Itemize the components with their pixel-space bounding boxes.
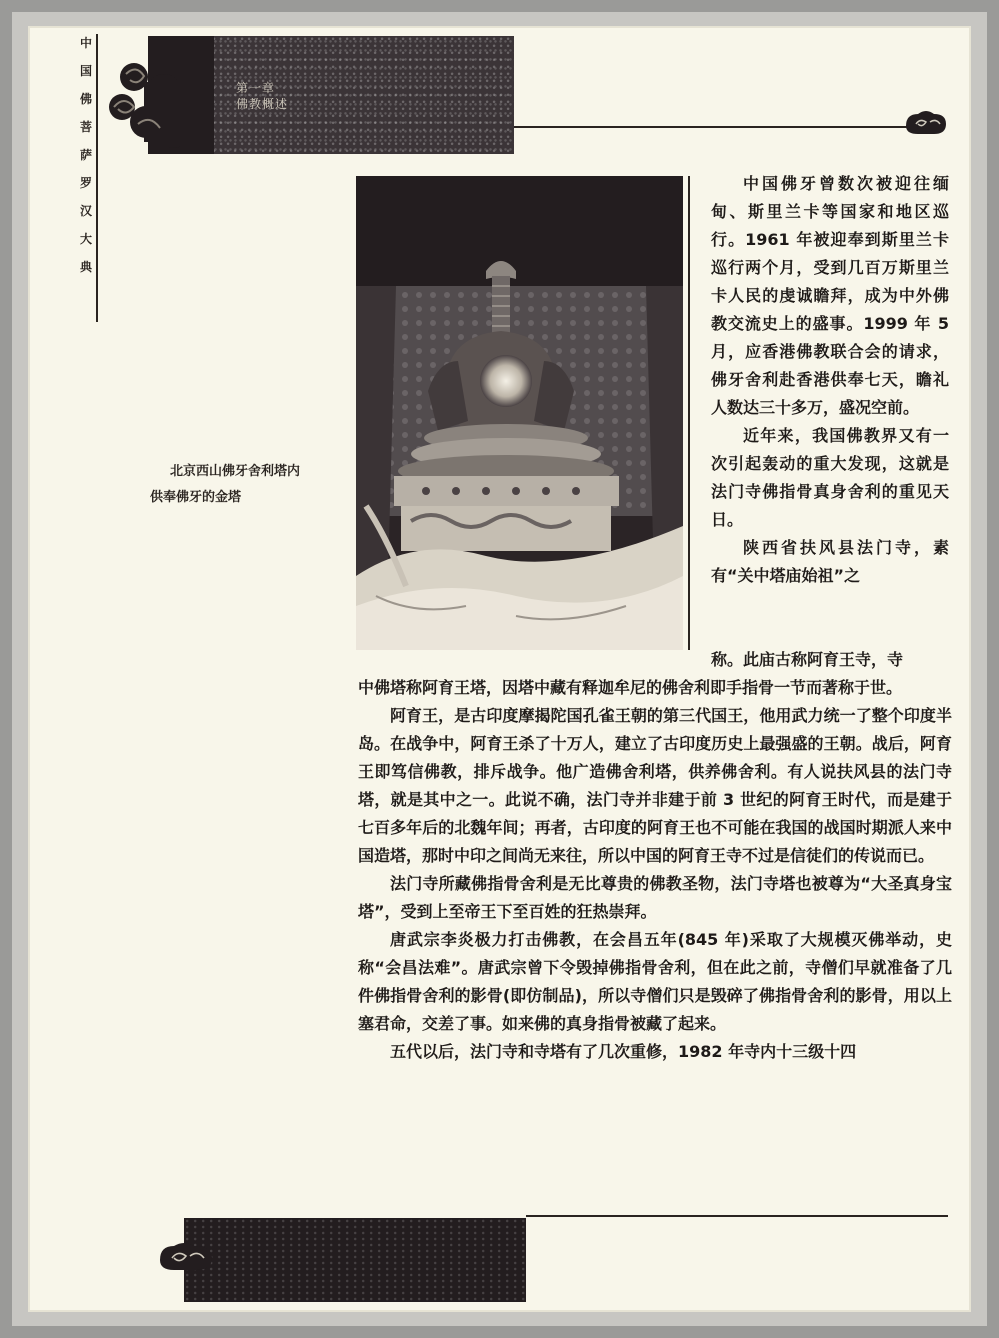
- header-rule: [514, 126, 910, 128]
- chapter-number: 第一章: [236, 81, 276, 95]
- paragraph: 唐武宗李炎极力打击佛教，在会昌五年(845 年)采取了大规模灭佛举动，史称“会昌法难”。唐武宗曾下令毁掉佛指骨舍利，但在此之前，寺僧们早就准备了几件佛指骨舍利的影骨(即仿制品)，所以寺僧们只是毁碎了佛指骨舍利的影骨，用以上塞君命，交差了事。如来佛的真身指骨被藏了起来。: [358, 930, 952, 1033]
- series-rule: [96, 34, 98, 322]
- series-char: 罗: [79, 176, 92, 190]
- paragraph: 法门寺所藏佛指骨舍利是无比尊贵的佛教圣物，法门寺塔也被尊为“大圣真身宝塔”，受到上至帝王下至百姓的狂热崇拜。: [358, 874, 952, 921]
- series-char: 菩: [79, 120, 92, 134]
- paragraph: 中佛塔称阿育王塔，因塔中藏有释迦牟尼的佛舍利即手指骨一节而著称于世。: [358, 678, 903, 697]
- series-char: 中: [79, 36, 92, 50]
- series-title: [76, 34, 96, 275]
- photo-rule: [688, 176, 690, 650]
- paragraph: 阿育王，是古印度摩揭陀国孔雀王朝的第三代国王，他用武力统一了整个印度半岛。在战争中，阿育王杀了十万人，建立了古印度历史上最强盛的王朝。战后，阿育王即笃信佛教，排斥战争。他广造佛舍利塔，供养佛舍利。有人说扶风县的法门寺塔，就是其中之一。此说不确，法门寺并非建于前 3 世纪的阿育王时代，而是建于七百多年后的北魏年间；再者，古印度的阿育王也不可能在我国的战国时期派人来中国造塔，那时中印之间尚无来往，所以中国的阿育王寺不过是信徒们的传说而已。: [358, 706, 952, 865]
- cloud-ornament-icon: [104, 52, 214, 152]
- series-char: 汉: [79, 204, 92, 218]
- footer-banner: [184, 1218, 526, 1302]
- series-char: 大: [79, 232, 92, 246]
- side-column-tail: 称。此庙古称阿育王寺，寺: [711, 650, 904, 669]
- series-char: 国: [79, 64, 92, 78]
- paragraph: 陕西省扶风县法门寺，素有“关中塔庙始祖”之: [711, 538, 949, 585]
- paragraph: 五代以后，法门寺和寺塔有了几次重修，1982 年寺内十三级十四: [390, 1042, 857, 1061]
- series-char: 佛: [79, 92, 92, 106]
- body-text: [358, 674, 952, 1066]
- paragraph: 中国佛牙曾数次被迎往缅甸、斯里兰卡等国家和地区巡行。1961 年被迎奉到斯里兰卡巡行两个月，受到几百万斯里兰卡人民的虔诚瞻拜，成为中外佛教交流史上的盛事。1999 年 5 月，应香港佛教联合会的请求，佛牙舍利赴香港供奉七天，瞻礼人数达三十多万，盛况空前。: [711, 174, 949, 417]
- cloud-swirl-icon: [156, 1240, 216, 1272]
- caption-line: 北京西山佛牙舍利塔内: [170, 464, 301, 479]
- stupa-photo: [356, 176, 683, 650]
- paragraph: 近年来，我国佛教界又有一次引起轰动的重大发现，这就是法门寺佛指骨真身舍利的重见天日。: [711, 426, 949, 529]
- footer-rule: [526, 1215, 948, 1217]
- series-char: 典: [79, 260, 92, 274]
- chapter-heading: [236, 80, 288, 112]
- caption-line: 供奉佛牙的金塔: [150, 490, 242, 505]
- side-column-text: [711, 170, 949, 590]
- series-char: 萨: [79, 148, 92, 162]
- photo-caption: [150, 459, 350, 511]
- cloud-swirl-icon: [902, 108, 948, 136]
- chapter-title: 佛教概述: [236, 97, 289, 111]
